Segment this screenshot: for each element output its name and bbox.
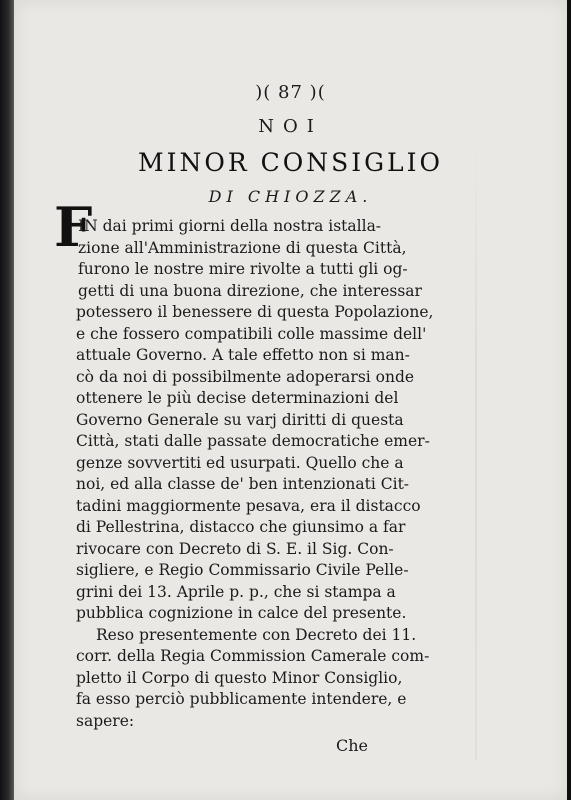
text-line: ottenere le più decise determinazioni del <box>76 389 399 407</box>
text-line: Governo Generale su varj diritti di questa <box>76 411 404 429</box>
text-line: pubblica cognizione in calce del presente. <box>76 604 407 622</box>
text-line: rivocare con Decreto di S. E. il Sig. Con- <box>76 540 394 558</box>
text-line: grini dei 13. Aprile p. p., che si stampa a <box>76 583 396 601</box>
text-line: Reso presentemente con Decreto dei 11. <box>96 626 417 644</box>
page-binding-edge <box>0 0 14 800</box>
drop-cap: F <box>54 195 93 259</box>
text-line: noi, ed alla classe de' ben intenzionati Cit- <box>76 475 410 493</box>
text-line: tadini maggiormente pesava, era il distacco <box>76 497 421 515</box>
page-number: )( 87 )( <box>255 82 326 103</box>
text-line: pletto il Corpo di questo Minor Consiglio, <box>76 669 403 687</box>
text-line: genze sovvertiti ed usurpati. Quello che a <box>76 454 404 472</box>
text-line: potessero il benessere di questa Popolazione, <box>76 303 434 321</box>
title-subtitle: DI CHIOZZA. <box>208 187 373 206</box>
text-line: furono le nostre mire rivolte a tutti gli og- <box>78 260 408 278</box>
text-line: getti di una buona direzione, che interessar <box>78 282 422 300</box>
text-line: sigliere, e Regio Commissario Civile Pelle- <box>76 561 409 579</box>
document-page <box>14 0 567 800</box>
text-line: sapere: <box>76 712 135 730</box>
text-line: IN dai primi giorni della nostra istalla- <box>78 217 382 235</box>
catchword: Che <box>336 736 369 755</box>
text-line: Città, stati dalle passate democratiche emer- <box>76 432 430 450</box>
text-line: zione all'Amministrazione di questa Città, <box>78 239 407 257</box>
text-line: di Pellestrina, distacco che giunsimo a far <box>76 518 406 536</box>
text-line: corr. della Regia Commission Camerale com- <box>76 647 430 665</box>
page-fold-crease <box>475 140 477 760</box>
text-line: attuale Governo. A tale effetto non si man- <box>76 346 410 364</box>
title-main: MINOR CONSIGLIO <box>137 148 444 177</box>
text-line: e che fossero compatibili colle massime dell' <box>76 325 427 343</box>
text-line: fa esso perciò pubblicamente intendere, e <box>76 690 407 708</box>
text-line: cò da noi di possibilmente adoperarsi onde <box>76 368 415 386</box>
title-noi: NOI <box>258 116 323 137</box>
